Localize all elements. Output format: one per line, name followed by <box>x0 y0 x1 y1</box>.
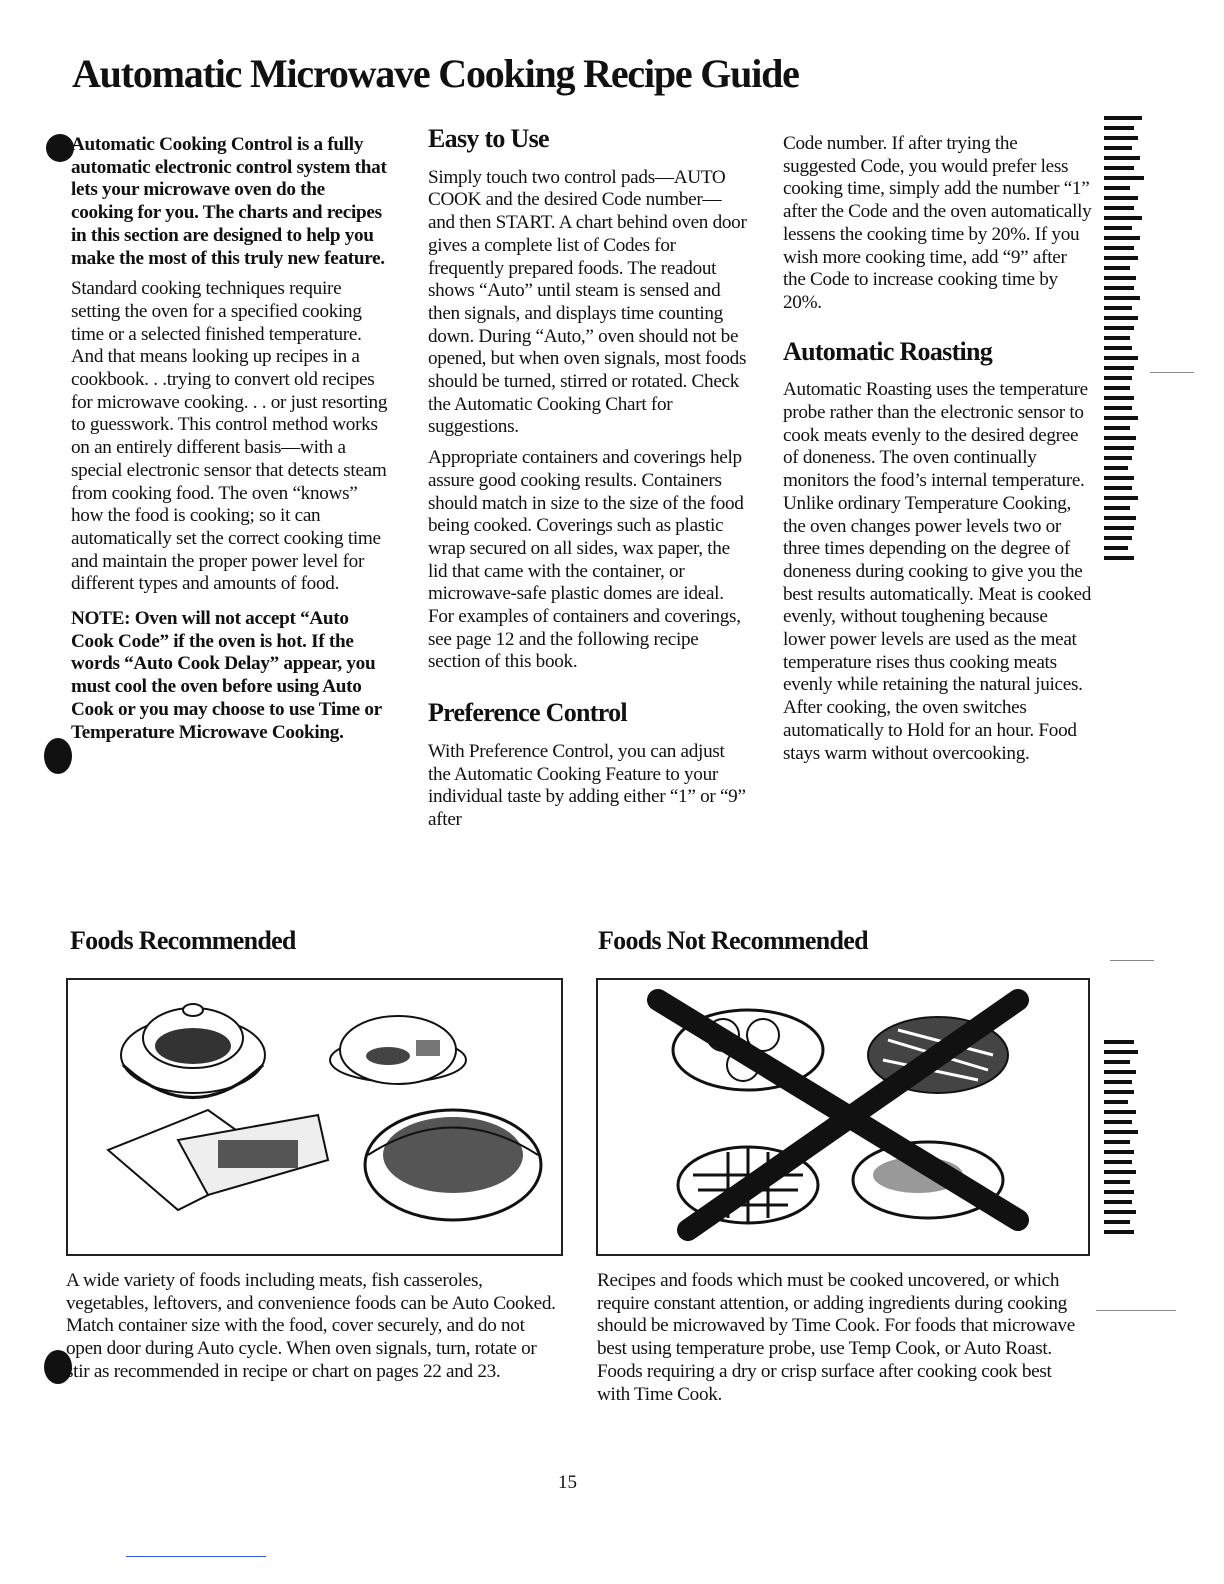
bullet-dot <box>44 738 72 774</box>
intro-column <box>71 134 391 752</box>
preference-control-continued: Code number. If after trying the suggested Code, you would prefer less cooking time, simply add the number “1” after the Code and the oven automatically lessens the cooking time by 20%. If you wish more cooking time, add “9” after the Code to increase cooking time by 20%. <box>783 133 1092 313</box>
foods-recommended-caption: A wide variety of foods including meats, fish casseroles, vegetables, leftovers, and convenience foods can be Auto Cooked. Match container size with the food, cover securely, and do not open door during Auto cycle. When oven signals, turn, rotate or stir as recommended in recipe or chart on pages 22 and 23. <box>66 1270 556 1382</box>
not-recommended-dishes-drawing <box>598 980 1088 1254</box>
recommended-dishes-drawing <box>68 980 561 1254</box>
containers-text: Appropriate containers and coverings help assure good cooking results. Containers should match in size to the size of the food being cooked. Coverings such as plastic wrap secured on all sides, wax paper, the lid that came with the container, or microwave-safe plastic domes are ideal. For examples of containers and coverings, see page 12 and the following recipe section of this book. <box>428 447 744 673</box>
bullet-dot <box>46 134 74 162</box>
foods-not-recommended-illustration <box>596 978 1090 1256</box>
page-title: Automatic Microwave Cooking Recipe Guide <box>72 51 799 96</box>
center-column <box>428 124 748 840</box>
right-column <box>783 133 1093 773</box>
margin-rule <box>1096 1310 1176 1311</box>
automatic-roasting-heading: Automatic Roasting <box>783 336 993 366</box>
easy-to-use-text: Simply touch two control pads—AUTO COOK and the desired Code number—and then START. A chart behind oven door gives a complete list of Codes for frequently prepared foods. The readout shows “Auto” until steam is sensed and then signals, and displays time counting down. During “Auto,” oven should not be opened, but when oven signals, most foods should be turned, stirred or rotated. Check the Automatic Cooking Chart for suggestions. <box>428 166 747 438</box>
easy-to-use-heading: Easy to Use <box>428 124 549 153</box>
edge-index-tabs-lower <box>1104 1040 1144 1240</box>
preference-control-heading: Preference Control <box>428 698 627 728</box>
foods-not-recommended-caption: Recipes and foods which must be cooked uncovered, or which require constant attention, or adding ingredients during cooking should be microwaved by Time Cook. For foods that microwave best using temperature probe, use Temp Cook, or Auto Roast. Foods requiring a dry or crisp surface after cooking cook best with Time Cook. <box>597 1270 1075 1405</box>
foods-recommended-heading: Foods Recommended <box>70 926 296 955</box>
foods-not-recommended-heading: Foods Not Recommended <box>598 926 868 955</box>
intro-note: NOTE: Oven will not accept “Auto Cook Code” if the oven is hot. If the words “Auto Cook Delay” appear, you must cool the oven before using Auto Cook or you may choose to use Time or Temperature Microwave Cooking. <box>71 608 382 743</box>
intro-lead: Automatic Cooking Control is a fully automatic electronic control system that lets your microwave oven do the cooking for you. The charts and recipes in this section are designed to help you make the most of this truly new feature. <box>71 134 387 269</box>
edge-index-tabs-upper <box>1104 116 1144 566</box>
footer-rule <box>126 1556 266 1557</box>
foods-recommended-illustration <box>66 978 563 1256</box>
margin-rule <box>1110 960 1154 961</box>
margin-rule <box>1150 372 1194 373</box>
automatic-roasting-text: Automatic Roasting uses the temperature probe rather than the electronic sensor to cook meats evenly to the desired degree of doneness. The oven continually monitors the food’s internal temperature. Unlike ordinary Temperature Cooking, the oven changes power levels two or three times depending on the degree of doneness during cooking to give you the best results automatically. Meat is cooked evenly, without toughening because lower power levels are used as the meat temperature rises thus cooking meats evenly while retaining the natural juices. After cooking, the oven switches automatically to Hold for an hour. Food stays warm without overcooking. <box>783 379 1091 764</box>
intro-body: Standard cooking techniques require setting the oven for a specified cooking time or a selected finished temperature. And that means looking up recipes in a cookbook. . .trying to convert old recipes for microwave cooking. . . or just resorting to guesswork. This control method works on an entirely different basis—with a special electronic sensor that detects steam from cooking food. The oven “knows” how the food is cooking; so it can automatically set the correct cooking time and maintain the proper power level for different types and amounts of food. <box>71 278 388 595</box>
preference-control-text: With Preference Control, you can adjust the Automatic Cooking Feature to your individual taste by adding either “1” or “9” after <box>428 740 746 830</box>
page-number: 15 <box>558 1472 577 1493</box>
